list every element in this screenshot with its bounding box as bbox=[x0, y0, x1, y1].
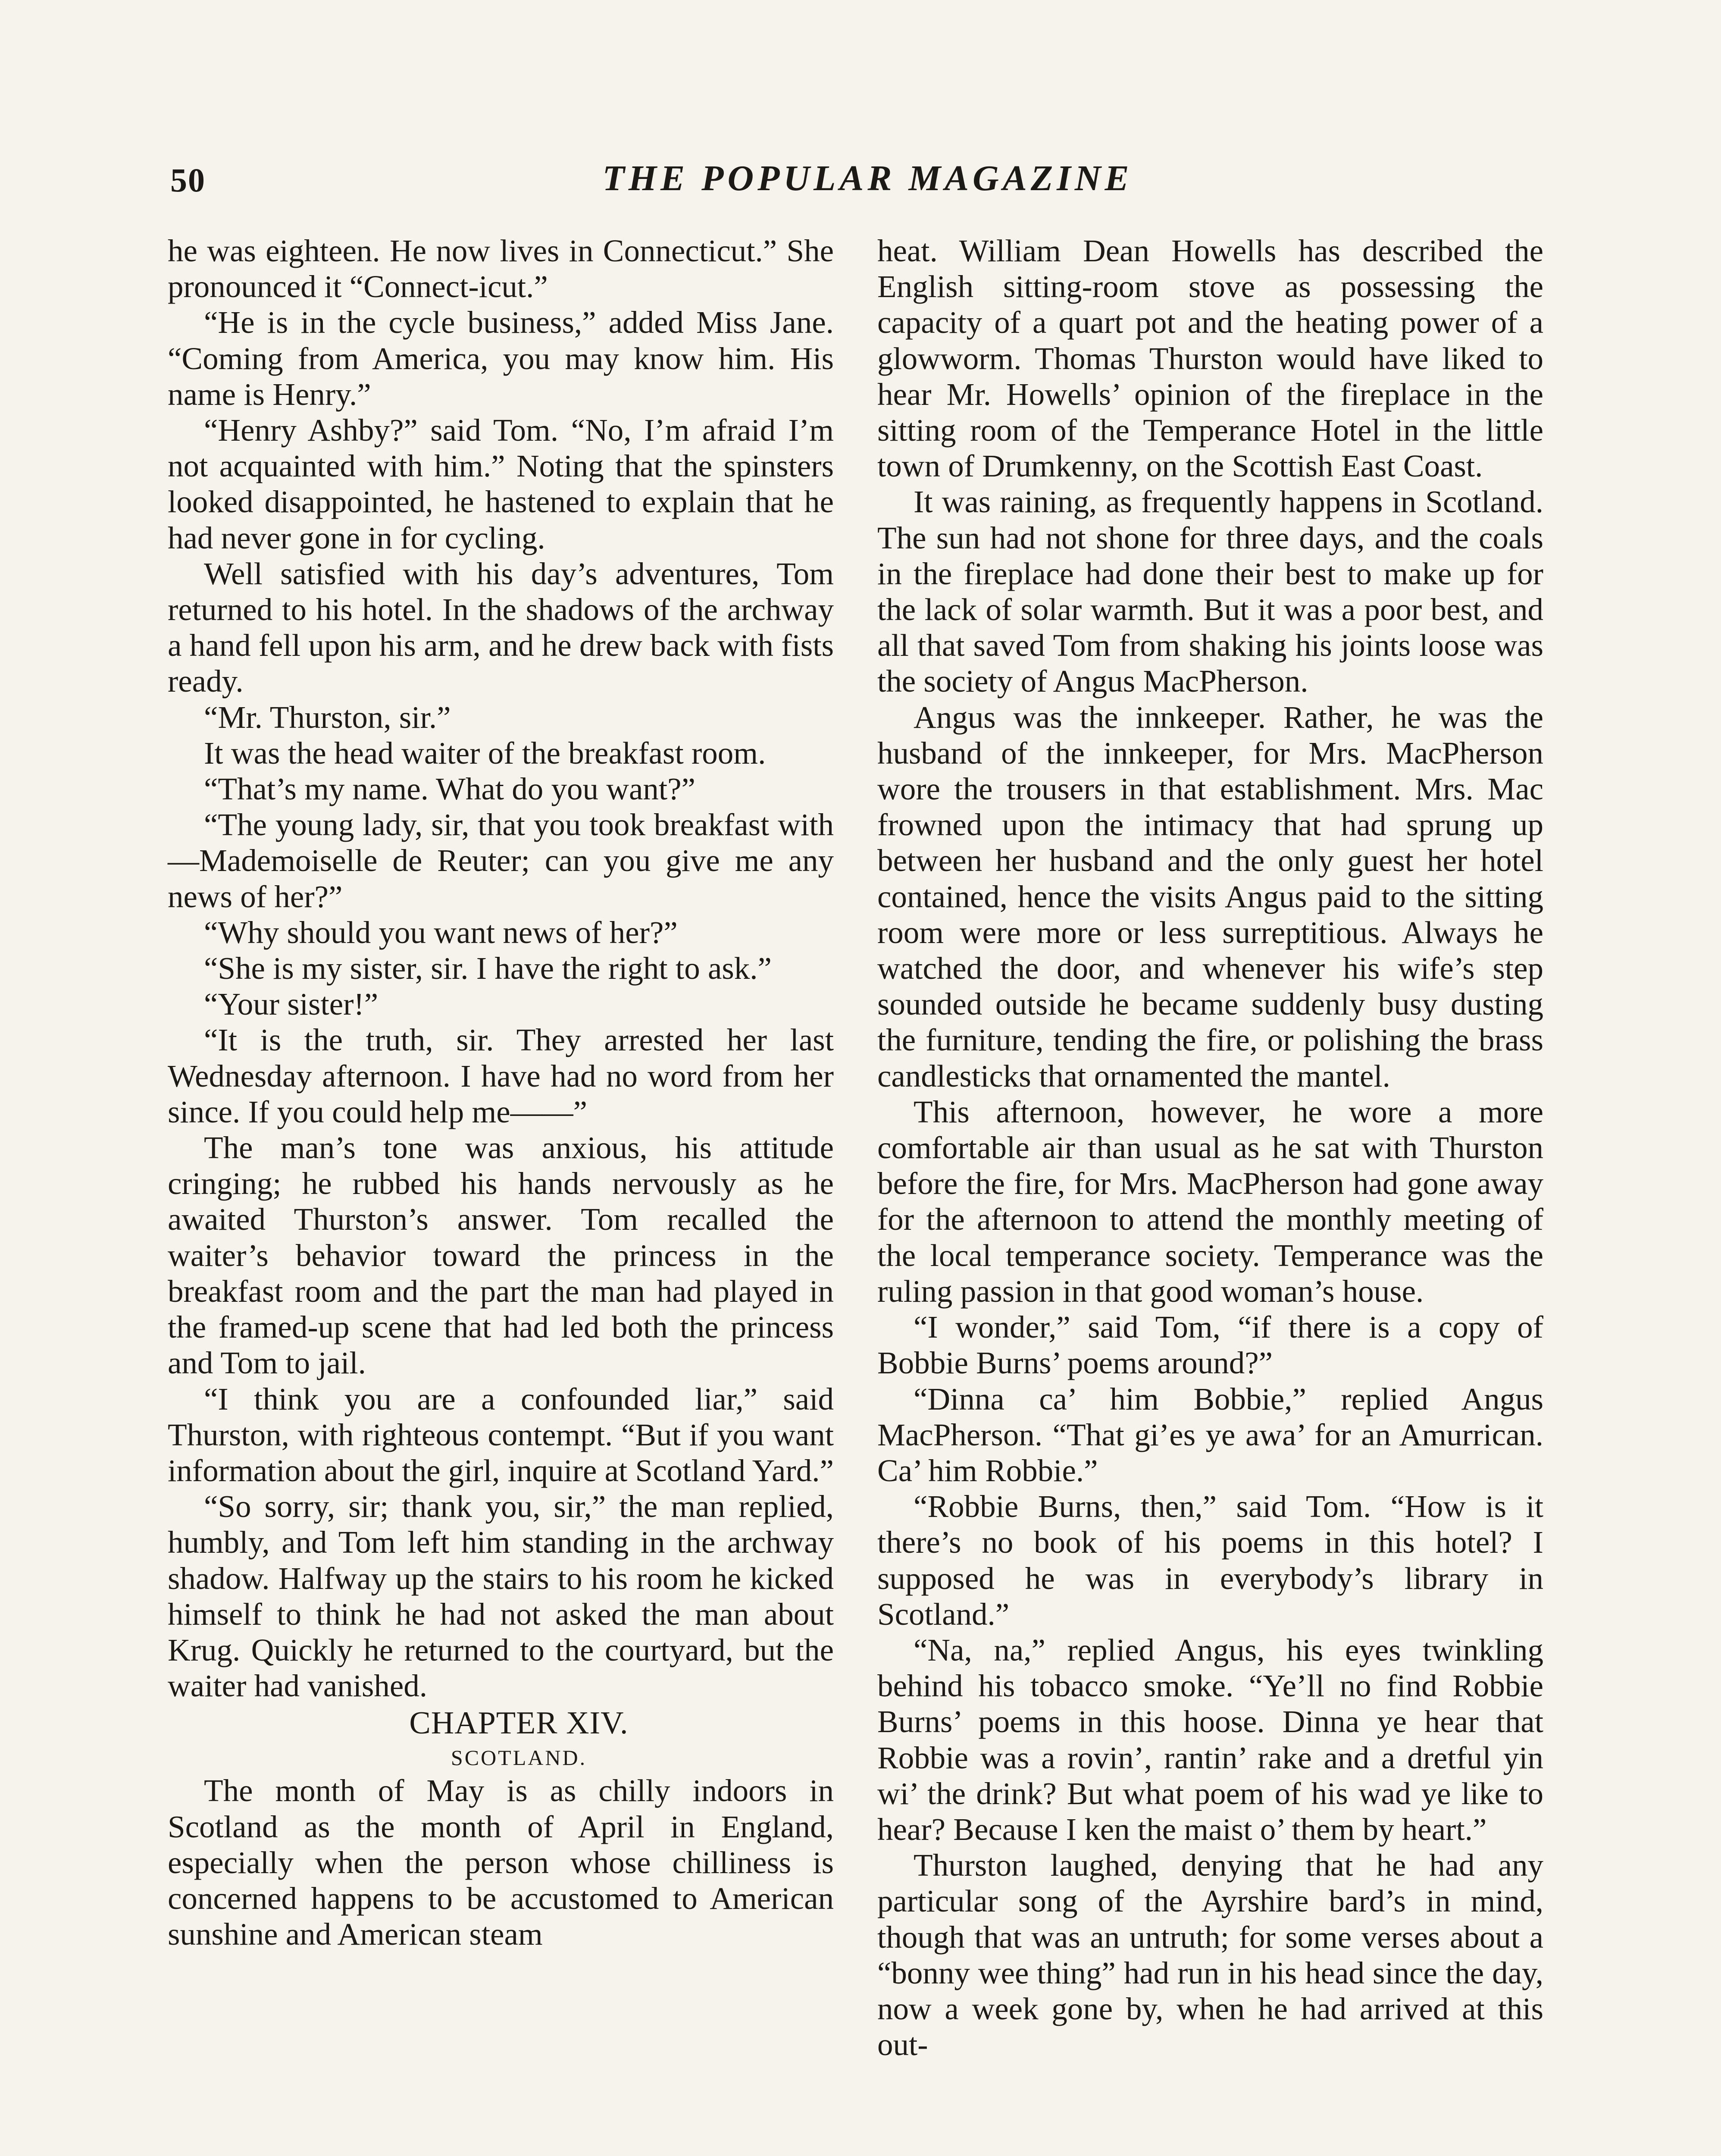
paragraph: “Your sister!” bbox=[204, 987, 379, 1022]
right-column bbox=[877, 233, 1543, 2062]
paragraph: The man’s tone was anxious, his attitude cringing; he rubbed his hands nervously as he awaited Thurston’s answer. Tom recalled the waiter’s behavior toward the princess in the breakfast room and the part the man had played in the framed-up scene that had led both the princess and Tom to jail. bbox=[168, 1130, 834, 1381]
paragraph: “She is my sister, sir. I have the right to ask.” bbox=[204, 951, 772, 986]
paragraph: “Robbie Burns, then,” said Tom. “How is it there’s no book of his poems in this hotel? I supposed he was in everybody’s library in Scotland.” bbox=[877, 1489, 1543, 1632]
paragraph: Angus was the innkeeper. Rather, he was the husband of the innkeeper, for Mrs. MacPherson wore the trousers in that establishment. Mrs. Mac frowned upon the intimacy that had sprung up between her husband and the only guest her hotel contained, hence the visits Angus paid to the sitting room were more or less surreptitious. Always he watched the door, and whenever his wife’s step sounded outside he became suddenly busy dusting the furniture, tending the fire, or polishing the brass candlesticks that ornamented the mantel. bbox=[877, 699, 1543, 1094]
paragraph: Thurston laughed, denying that he had any particular song of the Ayrshire bard’s in mind, though that was an untruth; for some verses about a “bonny wee thing” had run in his head since the day, now a week gone by, when he had arrived at this out- bbox=[877, 1848, 1543, 2062]
paragraph: “So sorry, sir; thank you, sir,” the man replied, humbly, and Tom left him standing in the archway shadow. Halfway up the stairs to his room he kicked himself to think he had not asked the man about Krug. Quickly he returned to the courtyard, but the waiter had vanished. bbox=[168, 1489, 834, 1704]
chapter-subtitle: SCOTLAND. bbox=[451, 1745, 587, 1770]
paragraph: This afternoon, however, he wore a more comfortable air than usual as he sat with Thurston before the fire, for Mrs. MacPherson had gone away for the afternoon to attend the monthly meeting of the local temperance society. Temperance was the ruling passion in that good woman’s house. bbox=[877, 1094, 1543, 1309]
paragraph: It was the head waiter of the breakfast room. bbox=[204, 735, 766, 771]
left-column bbox=[168, 233, 834, 1952]
paragraph: “The young lady, sir, that you took breakfast with—Mademoiselle de Reuter; can you give me any news of her?” bbox=[168, 807, 834, 914]
chapter-heading: CHAPTER XIV. bbox=[409, 1705, 629, 1741]
paragraph: heat. William Dean Howells has described the English sitting-room stove as possessing the capacity of a quart pot and the heating power of a glowworm. Thomas Thurston would have liked to hear Mr. Howells’ opinion of the fireplace in the sitting room of the Temperance Hotel in the little town of Drumkenny, on the Scottish East Coast. bbox=[877, 233, 1543, 484]
page-header bbox=[170, 153, 1565, 209]
paragraph: “Mr. Thurston, sir.” bbox=[204, 699, 451, 735]
paragraph: “I wonder,” said Tom, “if there is a copy of Bobbie Burns’ poems around?” bbox=[877, 1310, 1543, 1381]
paragraph: “It is the truth, sir. They arrested her last Wednesday afternoon. I have had no word from her since. If you could help me——” bbox=[168, 1022, 834, 1129]
paragraph: The month of May is as chilly indoors in Scotland as the month of April in England, especially when the person whose chilliness is concerned happens to be accustomed to American sunshine and American steam bbox=[168, 1773, 834, 1952]
paragraph: “Henry Ashby?” said Tom. “No, I’m afraid I’m not acquainted with him.” Noting that the spinsters looked disappointed, he hastened to explain that he had never gone in for cycling. bbox=[168, 413, 834, 555]
paragraph: “Na, na,” replied Angus, his eyes twinkling behind his tobacco smoke. “Ye’ll no find Robbie Burns’ poems in this hoose. Dinna ye hear that Robbie was a rovin’, rantin’ rake and a dretful yin wi’ the drink? But what poem of his wad ye like to hear? Because I ken the maist o’ them by heart.” bbox=[877, 1632, 1543, 1847]
page-number: 50 bbox=[170, 161, 206, 199]
paragraph: “I think you are a confounded liar,” said Thurston, with righteous contempt. “But if you want information about the girl, inquire at Scotland Yard.” bbox=[168, 1381, 834, 1488]
paragraph: “Dinna ca’ him Bobbie,” replied Angus MacPherson. “That gi’es ye awa’ for an Amurrican. Ca’ him Robbie.” bbox=[877, 1381, 1543, 1488]
paragraph: Well satisfied with his day’s adventures, Tom returned to his hotel. In the shadows of the archway a hand fell upon his arm, and he drew back with fists ready. bbox=[168, 556, 834, 699]
paragraph: “Why should you want news of her?” bbox=[204, 915, 678, 950]
running-title: THE POPULAR MAGAZINE bbox=[602, 158, 1133, 198]
paragraph: he was eighteen. He now lives in Connecticut.” She pronounced it “Connect-icut.” bbox=[168, 233, 834, 304]
paragraph: “That’s my name. What do you want?” bbox=[204, 771, 695, 807]
paragraph: “He is in the cycle business,” added Miss Jane. “Coming from America, you may know him. His name is Henry.” bbox=[168, 305, 834, 412]
paragraph: It was raining, as frequently happens in Scotland. The sun had not shone for three days, and the coals in the fireplace had done their best to make up for the lack of solar warmth. But it was a poor best, and all that saved Tom from shaking his joints loose was the society of Angus MacPherson. bbox=[877, 484, 1543, 699]
